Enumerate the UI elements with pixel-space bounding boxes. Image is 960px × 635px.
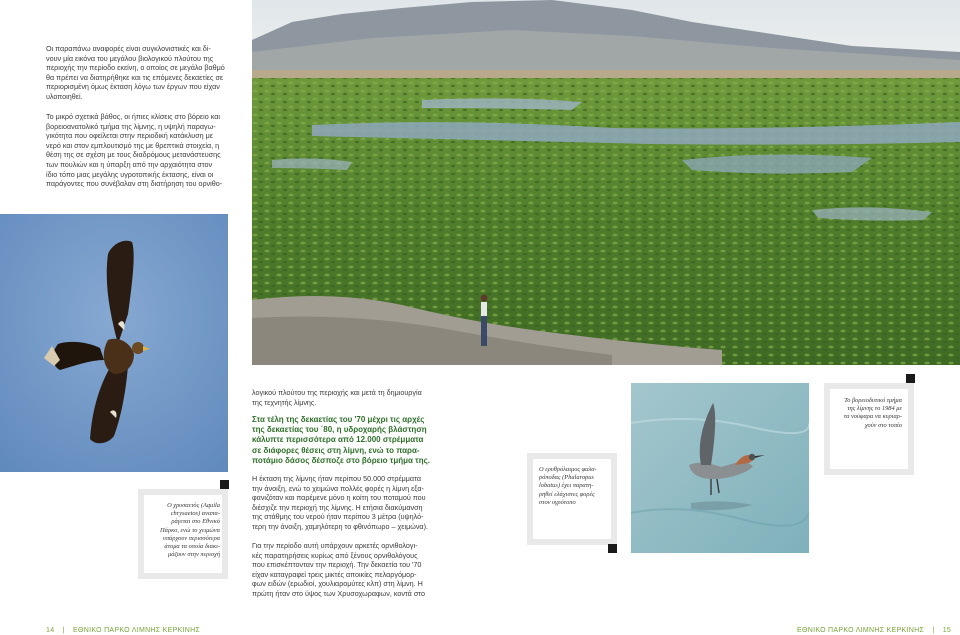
eagle-caption: Ο χρυσαετός (Aquila chrysaetos) αναπα- ράγεται στο Εθνικό Πάρκο, ενώ το χειμώνα υπάρχουν περισσότερα άτομα τα οποία διακι- μάζουν στην περιοχή	[160, 502, 220, 559]
footer-separator: |	[62, 627, 65, 634]
left-page-footer	[46, 627, 200, 634]
left-footer-title: ΕΘΝΙΚΟ ΠΑΡΚΟ ΛΙΜΝΗΣ ΚΕΡΚΙΝΗΣ	[73, 627, 201, 634]
right-footer-title: ΕΘΝΙΚΟ ΠΑΡΚΟ ΛΙΜΝΗΣ ΚΕΡΚΙΝΗΣ	[797, 627, 925, 634]
continued-paragraph: λογικού πλούτου της περιοχής και μετά τη δημιουργία της τεχνητής λίμνης.	[252, 388, 422, 407]
observations-paragraph: Για την περίοδο αυτή υπάρχουν αρκετές ορνιθολογι- κές παρατηρήσεις κυρίως από ξένους ορνιθολόγους που επισκέπτονταν την περιοχή. Την δεκαετία του '70 είχαν καταγραφεί τρεις μικτές αποικίες πελαργόμορ- φων ειδών (ερωδιοί, χουλιαρομύτες κλπ) στη λίμνη. Η πρώτη ήταν στο ύψος των Χρυσοχωραφων, κοντά στο	[252, 541, 425, 598]
caption-marker	[220, 480, 229, 489]
body-paragraph: Το μικρό σχετικά βάθος, οι ήπιες κλίσεις στο βόρειο και βορειοανατολικό τμήμα της λίμνης, η υψηλή παραγω- γικότητα που οφείλεται στην περιοδική κατάκλυση με νερό και στον εμπλουτισμό της με θρεπτικά στοιχεία, η θέση της σε σχέση με τους διαδρόμους μετανάστευσης των πουλιών και η ύπαρξη από την αρχαιότητα στον ίδιο τόπο μιας μεγάλης υγροτοπικής έκτασης, είναι οι παράγοντες που συνέβαλαν στη διατήρηση του ορνιθο-	[46, 112, 223, 189]
caption-marker	[906, 374, 915, 383]
highlight-paragraph: Στα τέλη της δεκαετίας του '70 μέχρι τις αρχές της δεκαετίας του ΄80, η υδροχαρής βλάστηση κάλυπτε περισσότερα από 12.000 στρέμματα σε διάφορες θέσεις στη λίμνη, ενώ το παρα- ποτάμιο δάσος δέσποζε στο βόρειο τμήμα της.	[252, 415, 430, 465]
right-page-number: 15	[942, 627, 952, 634]
right-page-footer	[797, 627, 951, 634]
left-page-number: 14	[46, 627, 55, 634]
footer-separator: |	[932, 627, 935, 634]
lake-extent-paragraph: Η έκταση της λίμνης ήταν περίπου 50.000 στρέμματα την άνοιξη, ενώ το χειμώνα πολλές φορές η λίμνη εξα- φανιζόταν και παρέμενε μόνο η κοίτη του ποταμού που διέσχιζε την περιοχή της λίμνης. Η ετήσια διακύμανση της στάθμης του νερού ήταν περίπου 3 μέτρα (υψηλό- τερη την άνοιξη, χαμηλότερη το φθινόπωρο – χειμώνα).	[252, 474, 428, 531]
person-figure	[481, 295, 488, 347]
phalarope-photo	[631, 383, 809, 553]
lake-photo	[252, 0, 960, 365]
lake-caption: Το βορειοδυτικό τμήμα της λίμνης το 1984 με τα νούφαρα να κυριαρ- χούν στο τοπίο	[843, 397, 902, 429]
phalarope-caption: Ο ερυθρόλαιμος φαλα- ρόποδας (Phalaropus lobatus) έχει παρατη- ρηθεί ελάχιστες φορές στον υγρότοπο	[539, 466, 597, 506]
caption-marker	[608, 544, 617, 553]
intro-paragraph: Οι παραπάνω αναφορές είναι συγκλονιστικές και δί- νουν μία εικόνα του μεγάλου βιολογικού πλούτου της περιοχής την περίοδο εκείνη, ο οποίος σε μεγάλο βαθμό θα πρέπει να διατηρήθηκε και τις επόμενες δεκαετίες σε περιορισμένη όμως έκταση λόγω των έργων που είχαν υλοποιηθεί.	[46, 44, 225, 101]
eagle-photo	[0, 214, 228, 472]
